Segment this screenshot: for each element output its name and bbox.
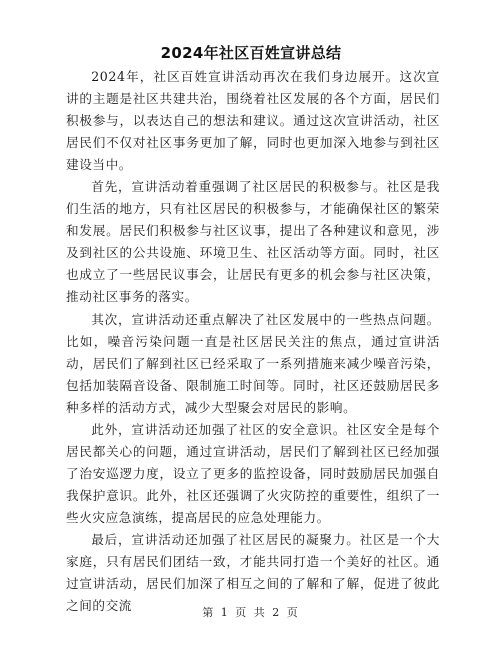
document-body [66,66,440,617]
document-title: 2024年社区百姓宣讲总结 [160,44,342,62]
paragraph: 此外，宣讲活动还加强了社区的安全意识。社区安全是每个居民都关心的问题，通过宣讲活动，居民们了解到社区已经加强了治安巡逻力度，设立了更多的监控设备，同时鼓励居民加强自我保护意识。此外，社区还强调了火灾防控的重要性，组织了一些火灾应急演练，提高居民的应急处理能力。 [66,421,440,525]
paragraph: 2024年，社区百姓宣讲活动再次在我们身边展开。这次宣讲的主题是社区共建共治，围绕着社区发展的各个方面，居民们积极参与，以表达自己的想法和建议。通过这次宣讲活动，社区居民们不仅对社区事务更加了解，同时也更加深入地参与到社区建设当中。 [66,69,440,173]
page-footer: 第 1 页 共 2 页 [202,606,300,619]
paragraph: 其次，宣讲活动还重点解决了社区发展中的一些热点问题。比如，噪音污染问题一直是社区居民关注的焦点，通过宣讲活动，居民们了解到社区已经采取了一系列措施来减少噪音污染，包括加装隔音设备、限制施工时间等。同时，社区还鼓励居民多种多样的活动方式，减少大型聚会对居民的影响。 [66,311,440,415]
paragraph: 最后，宣讲活动还加强了社区居民的凝聚力。社区是一个大家庭，只有居民们团结一致，才能共同打造一个美好的社区。通过宣讲活动，居民们加深了相互之间的了解和了解，促进了彼此之间的交流 [66,531,440,614]
paragraph: 首先，宣讲活动着重强调了社区居民的积极参与。社区是我们生活的地方，只有社区居民的积极参与，才能确保社区的繁荣和发展。居民们积极参与社区议事，提出了各种建议和意见，涉及到社区的公共设施、环境卫生、社区活动等方面。同时，社区也成立了一些居民议事会，让居民有更多的机会参与社区决策，推动社区事务的落实。 [66,179,440,305]
